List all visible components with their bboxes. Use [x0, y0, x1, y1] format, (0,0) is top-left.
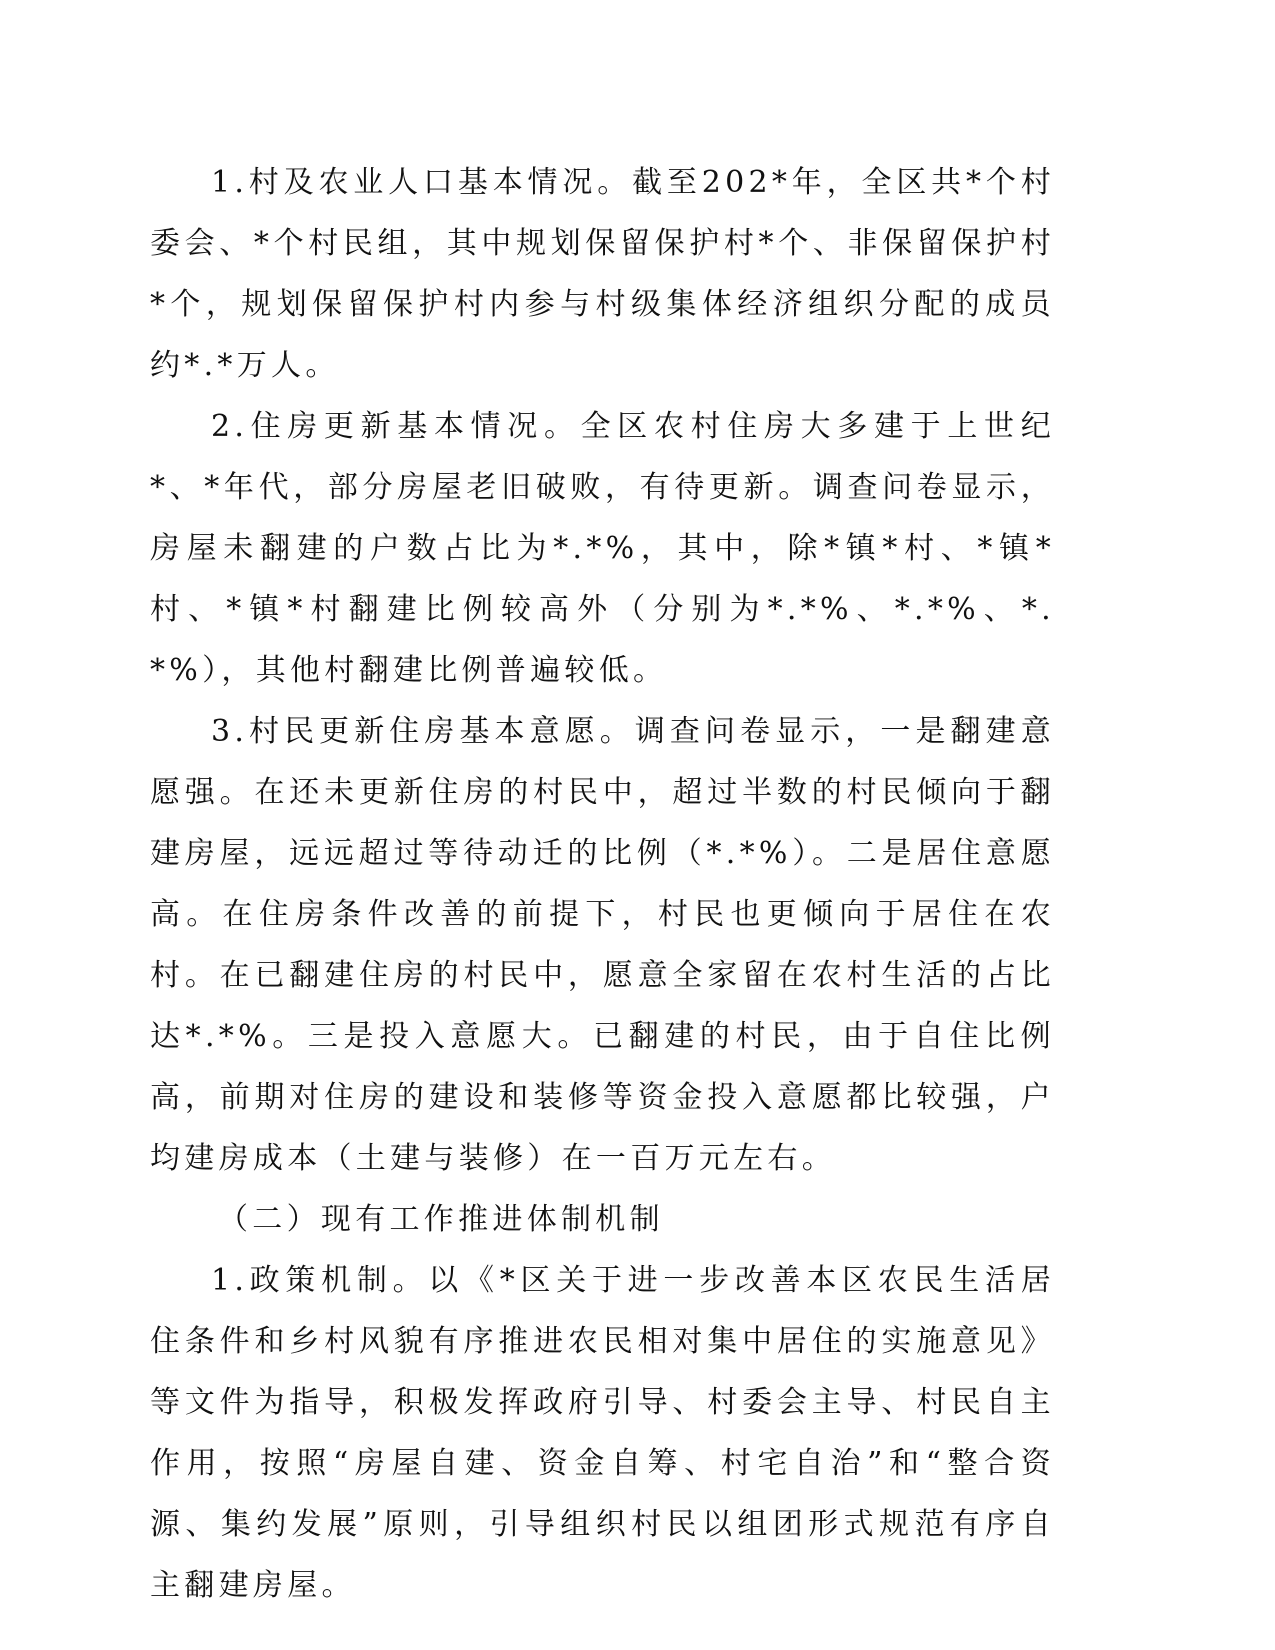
document-body — [150, 152, 1055, 1616]
section-heading: （二）现有工作推进体制机制 — [218, 1202, 664, 1237]
paragraph-population: 1.村及农业人口基本情况。截至202*年，全区共*个村委会、*个村民组，其中规划保留保护村*个、非保留保护村*个，规划保留保护村内参与村级集体经济组织分配的成员约*.*万人。 — [150, 165, 1055, 383]
paragraph-policy-mechanism: 1.政策机制。以《*区关于进一步改善本区农民生活居住条件和乡村风貌有序推进农民相对集中居住的实施意见》等文件为指导，积极发挥政府引导、村委会主导、村民自主作用，按照“房屋自建、资金自筹、村宅自治”和“整合资源、集约发展”原则，引导组织村民以组团形式规范有序自主翻建房屋。 — [150, 1263, 1055, 1603]
paragraph-villager-willingness: 3.村民更新住房基本意愿。调查问卷显示，一是翻建意愿强。在还未更新住房的村民中，超过半数的村民倾向于翻建房屋，远远超过等待动迁的比例（*.*%）。二是居住意愿高。在住房条件改善的前提下，村民也更倾向于居住在农村。在已翻建住房的村民中，愿意全家留在农村生活的占比达*.*%。三是投入意愿大。已翻建的村民，由于自住比例高，前期对住房的建设和装修等资金投入意愿都比较强，户均建房成本（土建与装修）在一百万元左右。 — [150, 714, 1055, 1176]
paragraph-housing-renewal: 2.住房更新基本情况。全区农村住房大多建于上世纪*、*年代，部分房屋老旧破败，有待更新。调查问卷显示，房屋未翻建的户数占比为*.*%，其中，除*镇*村、*镇*村、*镇*村翻建比例较高外（分别为*.*%、*.*%、*.*%），其他村翻建比例普遍较低。 — [150, 409, 1055, 688]
